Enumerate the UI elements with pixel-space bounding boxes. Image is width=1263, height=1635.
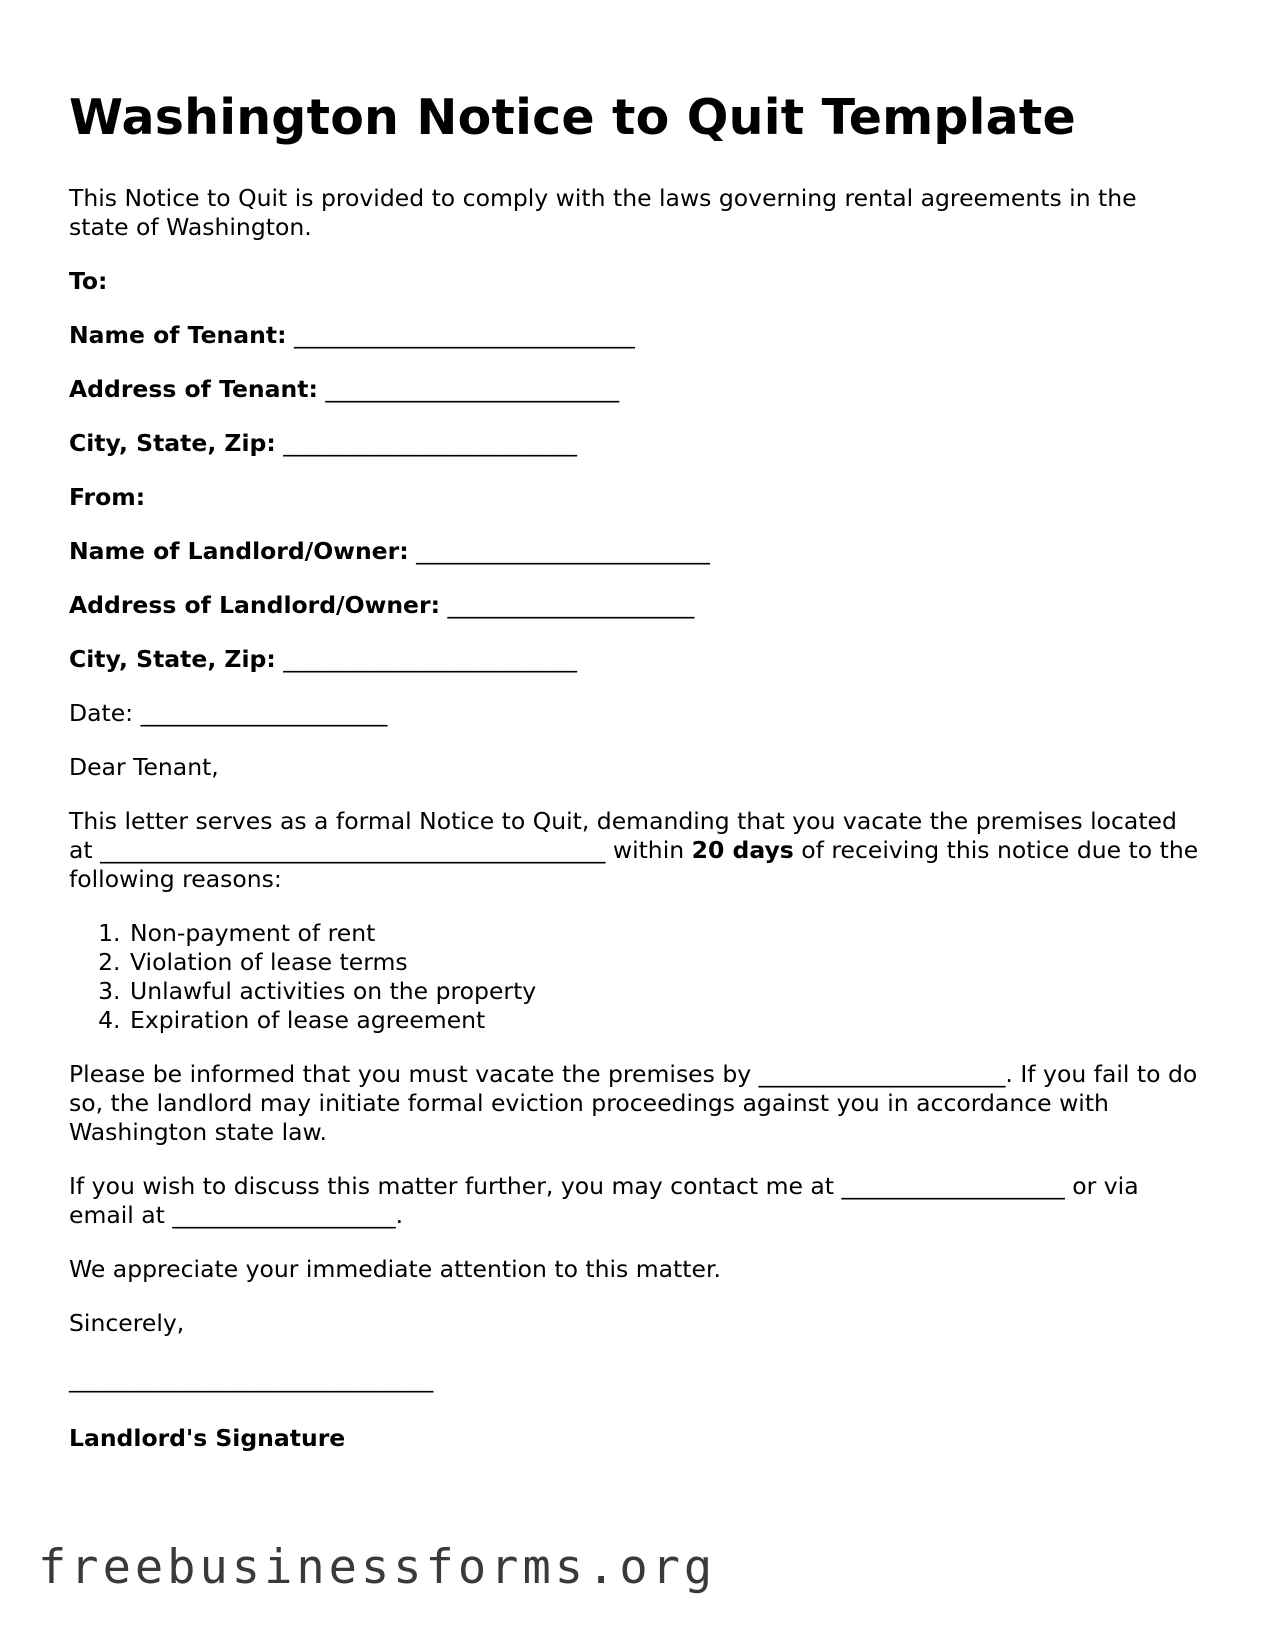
blank-line[interactable]: _________________________ <box>416 537 710 565</box>
document-title: Washington Notice to Quit Template <box>69 89 1076 146</box>
premises-blank[interactable]: ___________________________________________ <box>100 836 606 864</box>
vacate-text: Please be informed that you must vacate the premises by <box>69 1060 752 1088</box>
landlord-address-field <box>69 591 1199 620</box>
blank-line[interactable]: _________________________ <box>283 645 577 673</box>
notice-text: within <box>612 836 685 864</box>
notice-paragraph <box>69 807 1199 894</box>
vacate-date-blank[interactable]: _____________________ <box>758 1060 1006 1088</box>
contact-text: or via email at <box>69 1172 1139 1229</box>
blank-line[interactable]: _________________________ <box>283 429 577 457</box>
blank-line[interactable]: _________________________ <box>325 375 620 403</box>
list-item: 3. Unlawful activities on the property <box>128 977 1199 1006</box>
field-label: City, State, Zip: <box>69 429 276 457</box>
notice-text: This letter serves as a formal Notice to Quit, demanding that you vacate the premises located at <box>69 807 1177 864</box>
signature-line[interactable]: _______________________________ <box>69 1365 434 1393</box>
contact-paragraph <box>69 1172 1199 1230</box>
date-blank[interactable]: _____________________ <box>140 699 388 727</box>
tenant-name-field <box>69 321 1199 350</box>
contact-text: . <box>395 1201 404 1229</box>
document-page <box>69 86 1199 1478</box>
intro-paragraph: This Notice to Quit is provided to comply with the laws governing rental agreements in the state of Washington. <box>69 184 1137 241</box>
list-item: 4. Expiration of lease agreement <box>128 1006 1199 1035</box>
closing-line: We appreciate your immediate attention to this matter. <box>69 1255 721 1283</box>
reasons-list <box>69 919 1199 1035</box>
salutation: Dear Tenant, <box>69 753 219 781</box>
contact-text: If you wish to discuss this matter further, you may contact me at <box>69 1172 835 1200</box>
from-heading: From: <box>69 483 146 511</box>
to-heading: To: <box>69 267 108 295</box>
sign-off: Sincerely, <box>69 1309 185 1337</box>
blank-line[interactable]: _____________________ <box>447 591 695 619</box>
field-label: Address of Landlord/Owner: <box>69 591 440 619</box>
notice-text: of receiving this notice due to the following reasons: <box>69 836 1199 893</box>
field-label: Name of Tenant: <box>69 321 287 349</box>
vacate-text: . If you fail to do so, the landlord may initiate formal eviction proceedings against you in accordance with Washington state law. <box>69 1060 1198 1146</box>
vacate-paragraph <box>69 1060 1199 1147</box>
list-item: 1. Non-payment of rent <box>128 919 1199 948</box>
date-field <box>69 699 1199 728</box>
watermark: freebusinessforms.org <box>38 1540 717 1595</box>
landlord-name-field <box>69 537 1199 566</box>
field-label: Address of Tenant: <box>69 375 318 403</box>
landlord-city-field <box>69 645 1199 674</box>
field-label: Name of Landlord/Owner: <box>69 537 409 565</box>
blank-line[interactable]: _____________________________ <box>293 321 635 349</box>
phone-blank[interactable]: ___________________ <box>841 1172 1065 1200</box>
field-label: City, State, Zip: <box>69 645 276 673</box>
days-count: 20 days <box>691 836 794 864</box>
email-blank[interactable]: ___________________ <box>172 1201 396 1229</box>
date-label: Date: <box>69 699 134 727</box>
tenant-address-field <box>69 375 1199 404</box>
signature-label: Landlord's Signature <box>69 1424 346 1452</box>
tenant-city-field <box>69 429 1199 458</box>
list-item: 2. Violation of lease terms <box>128 948 1199 977</box>
